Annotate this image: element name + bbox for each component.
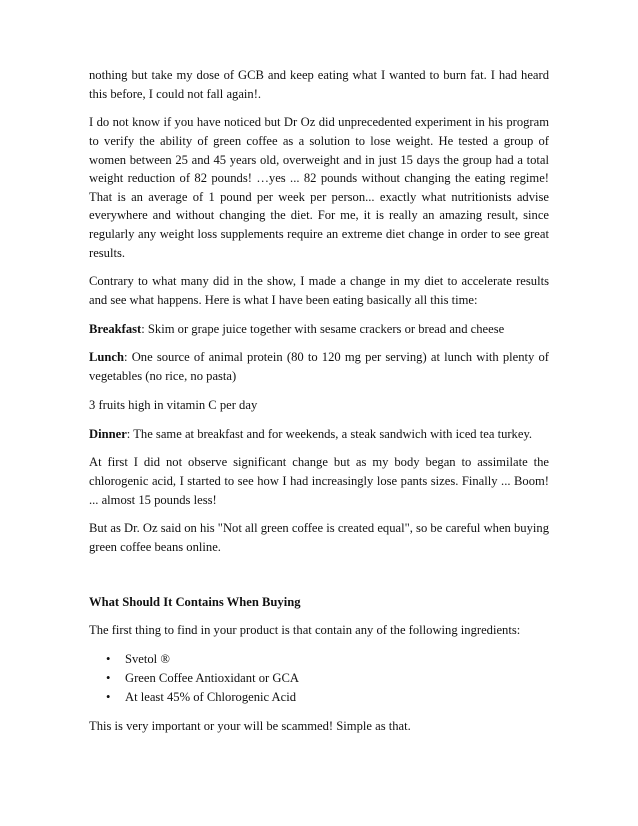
ingredient-text: At least 45% of Chlorogenic Acid [125, 689, 297, 704]
ingredients-list [89, 650, 549, 706]
list-item [89, 650, 549, 669]
meal-breakfast-label: Breakfast [89, 321, 142, 336]
meal-lunch [89, 348, 549, 385]
ingredient-text: Green Coffee Antioxidant or GCA [125, 670, 299, 685]
paragraph-fruits: 3 fruits high in vitamin C per day [89, 397, 258, 412]
ingredient-text: Svetol ® [125, 652, 170, 667]
meal-breakfast [89, 320, 549, 339]
meal-dinner-text: : The same at breakfast and for weekends, a steak sandwich with iced tea turkey. [126, 426, 533, 441]
meal-dinner [89, 425, 549, 444]
list-item [89, 688, 549, 707]
bullet-icon: • [106, 652, 111, 667]
paragraph-dr-oz-experiment: I do not know if you have noticed but Dr Oz did unprecedented experiment in his program to verify the ability of green coffee as a solution to lose weight. He tested a group of women between 25 and 45 years old, overweight and in just 15 days the group had a total weight reduction of 82 pounds! …yes ... 82 pounds without changing the eating regime! That is an average of 1 pound per week per person... exactly what nutritionists advise everywhere and without changing the diet. For me, it is really an amazing result, since regularly any weight loss supplements require an extreme diet change in order to see great results. [89, 115, 549, 260]
paragraph-gcb-intro: nothing but take my dose of GCB and keep eating what I wanted to burn fat. I had heard this before, I could not fall again!. [89, 68, 549, 101]
meal-lunch-label: Lunch [89, 350, 125, 365]
meal-dinner-label: Dinner [89, 426, 127, 441]
meal-breakfast-text: : Skim or grape juice together with sesame crackers or bread and cheese [141, 321, 505, 336]
document-page [89, 66, 549, 745]
meal-lunch-text: : One source of animal protein (80 to 120 mg per serving) at lunch with plenty of vegetables (no rice, no pasta) [89, 350, 549, 384]
bullet-icon: • [106, 689, 111, 704]
paragraph-results: At first I did not observe significant change but as my body began to assimilate the chlorogenic acid, I started to see how I had increasingly lose pants sizes. Finally ... Boom! ... almost 15 pounds less! [89, 455, 549, 507]
section-heading: What Should It Contains When Buying [89, 594, 301, 609]
paragraph-ingredients-intro: The first thing to find in your product is that contain any of the following ingredients: [89, 623, 521, 638]
paragraph-closing: This is very important or your will be scammed! Simple as that. [89, 718, 411, 733]
list-item [89, 669, 549, 688]
bullet-icon: • [106, 670, 111, 685]
paragraph-diet-change: Contrary to what many did in the show, I made a change in my diet to accelerate results and see what happens. Here is what I have been eating basically all this time: [89, 274, 549, 307]
paragraph-warning: But as Dr. Oz said on his "Not all green coffee is created equal", so be careful when buying green coffee beans online. [89, 521, 549, 554]
